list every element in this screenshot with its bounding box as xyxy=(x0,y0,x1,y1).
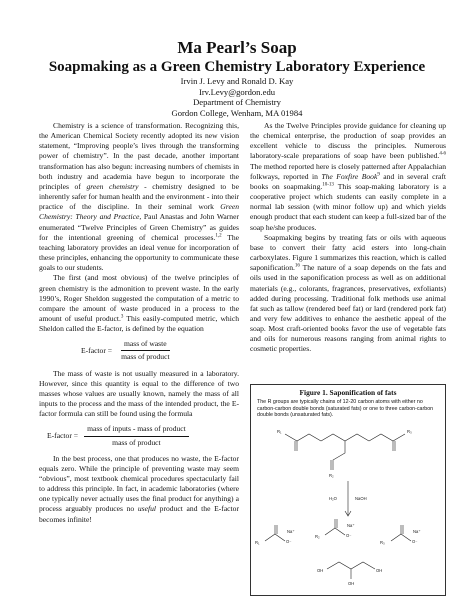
glycerol-backbone xyxy=(321,434,369,441)
label-r1: R₁ xyxy=(277,429,282,434)
email-link[interactable]: Irv.Levy@gordon.edu xyxy=(198,86,276,97)
label-na-2: Na⁺ xyxy=(347,523,355,528)
paper-subtitle: Soapmaking as a Green Chemistry Laboratory Experience xyxy=(48,59,426,75)
figure-caption: The R groups are typically chains of 12-20 carbon atoms with either no carbon-carbon double bonds (saturated fats) or one to three carbon-carbon double bonds (unsaturated fats). xyxy=(257,399,434,419)
numerator: mass of waste xyxy=(121,339,170,351)
equation-efactor-inputs xyxy=(47,424,239,447)
paper-title: Ma Pearl’s Soap xyxy=(177,38,297,57)
equation-lhs: E-factor = xyxy=(47,430,79,440)
right-column xyxy=(250,121,446,355)
carboxylate-2 xyxy=(325,528,345,535)
figure-saponification xyxy=(250,384,446,596)
numerator: mass of inputs - mass of product xyxy=(84,424,189,436)
department: Department of Chemistry xyxy=(193,97,281,107)
paragraph-waste: The first (and most obvious) of the twelve principles of green chemistry is the admonition to prevent waste. In the early 1990’s, Roger Sheldon suggested the computation of a metric to compare the amount of waste produced in a process to the amount of useful product.$^3$ This easily-computed metric, which Sheldon called the E-factor, is defined by the equation xyxy=(39,273,239,334)
ester-arm-mid xyxy=(333,441,345,470)
denominator: mass of product xyxy=(112,437,161,447)
denominator: mass of product xyxy=(121,352,170,362)
saponification-scheme xyxy=(251,419,445,595)
left-column xyxy=(39,121,239,525)
figure-title: Figure 1. Saponification of fats xyxy=(299,388,397,397)
paragraph-best-process: In the best process, one that produces no waste, the E-factor equals zero. While the principle of preventing waste may seem “obvious”, most textbook chemical procedures spectacularly fail to address this principle. In fact, in academic laboratories (where one typically never actually uses the final product for anything) a process arguably produces no useful product and the E-factor becomes infinite! xyxy=(39,453,239,524)
label-oh-3: OH xyxy=(376,568,383,573)
label-r2-product: R₂ xyxy=(315,534,320,539)
paragraph-intro: Chemistry is a science of transformation. Recognizing this, the American Chemical Society recently adopted its new vision statement, “Improving people’s lives through the transforming power of chemistry”. In the past decade, another important transformation has also begun: increasing numbers of chemists in both industry and academia have begun to incorporate the principles of green chemistry - chemistry designed to be inherently safer for human health and the environment - into their practice of the discipline. In their seminal work Green Chemistry: Theory and Practice, Paul Anastas and John Warner enumerated “Twelve Principles of Green Chemistry” as guides for the intentional greening of chemical processes.$^{1,2}$ The teaching laboratory provides an ideal venue for incorporation of these principles, enhancing the opportunity to communicate these goals to our students. xyxy=(39,121,240,273)
fraction xyxy=(118,339,173,362)
label-r3-product: R₃ xyxy=(380,540,385,545)
carboxylate-3 xyxy=(391,534,411,541)
label-na-1: Na⁺ xyxy=(287,529,295,534)
byline xyxy=(0,76,474,118)
institution: Gordon College, Wenham, MA 01984 xyxy=(171,107,303,118)
fraction xyxy=(84,424,189,447)
label-na-3: Na⁺ xyxy=(413,529,421,534)
ester-arm-left xyxy=(285,434,321,441)
equation-efactor xyxy=(81,339,239,362)
label-o-minus-2: O⁻ xyxy=(346,533,352,538)
equation-lhs: E-factor = xyxy=(81,345,113,355)
paragraph-measure: The mass of waste is not usually measured in a laboratory. However, since this quantity is equal to the difference of two masses whose values are usually known, namely the mass of all inputs to the process and the mass of the intended product, the E-factor formula can still be found using the formula xyxy=(39,368,239,419)
reagent-naoh: NaOH xyxy=(355,496,367,501)
label-oh-2: OH xyxy=(348,581,355,586)
label-o-minus-1: O⁻ xyxy=(286,539,292,544)
label-r3: R₃ xyxy=(407,429,412,434)
label-r1-product: R₁ xyxy=(255,540,260,545)
label-r2: R₂ xyxy=(329,473,334,478)
authors: Irvin J. Levy and Ronald D. Kay xyxy=(180,76,294,86)
ester-arm-right xyxy=(369,434,405,441)
reagent-water: H₂O xyxy=(329,496,337,501)
glycerol-product xyxy=(327,562,375,569)
label-oh-1: OH xyxy=(317,568,324,573)
paragraph-twelve-principles: As the Twelve Principles provide guidance for cleaning up the chemical enterprise, the production of soap provides an excellent vehicle to discuss the principles. Numerous laboratory-scale preparations of soap have been published.$^{4-6}$ The method reported here is closely patterned after Appalachian folkways, reported in The Foxfire Book$^9$ and in several craft books on soapmaking.$^{10-13}$ This soap-making laboratory is a cooperative project which students can easily complete in a normal lab session (with minor follow up) and which yields enough product that each student can keep a full-sized bar of the soap he/she produces. xyxy=(250,121,446,232)
label-o-minus-3: O⁻ xyxy=(412,539,418,544)
paragraph-soapmaking: Soapmaking begins by treating fats or oils with aqueous base to convert their fatty acid esters into long-chain carboxylates. Figure 1 summarizes this reaction, which is called saponification.$^{16}$ The nature of a soap depends on the fats and oils used in the saponification process as well as on additional materials (e.g., colorants, fragrances, preservatives, exfoliants) added during processing. Traditional folk methods use animal fat such as tallow (rendered beef fat) or lard (rendered pork fat) and very few additives to enhance the aesthetic appeal of the soap. Most craft-oriented books favor the use of vegetable fats and oils for numerous reasons ranging from animal rights to cosmetic properties. xyxy=(250,232,446,354)
carboxylate-1 xyxy=(265,534,285,541)
